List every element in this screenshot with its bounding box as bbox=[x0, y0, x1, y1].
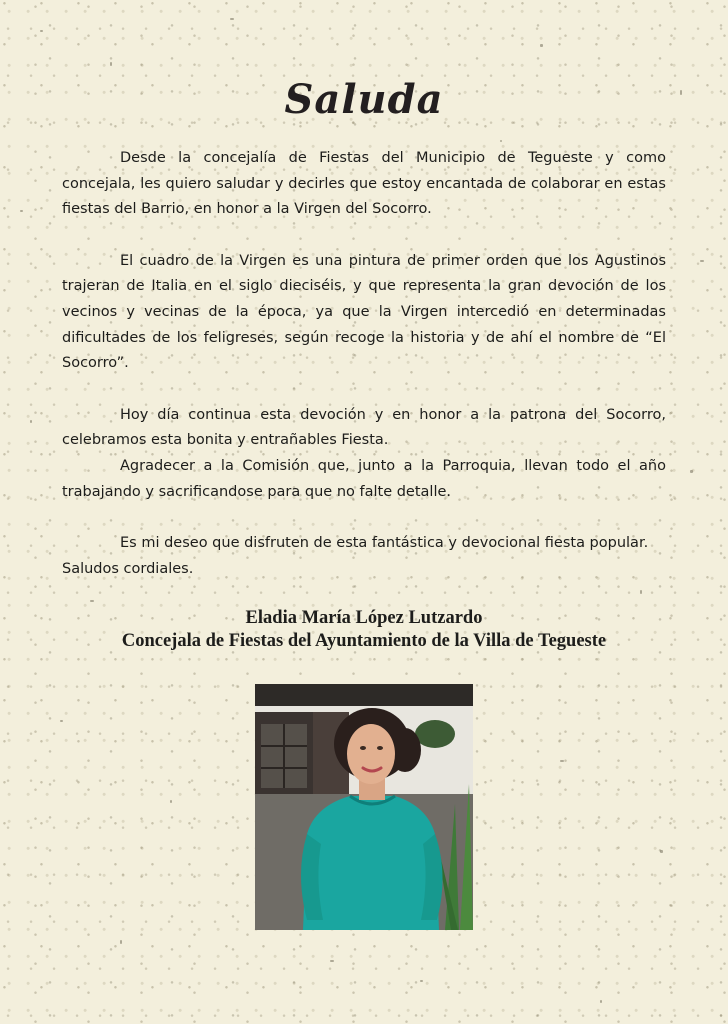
paper-speck bbox=[540, 44, 543, 47]
paper-speck bbox=[90, 600, 94, 602]
paper-speck bbox=[660, 850, 663, 853]
paragraph-greeting: Desde la concejalía de Fiestas del Municipio de Tegueste y como concejala, les quiero saludar y decirles que estoy encantada de colaborar en estas fiestas del Barrio, en honor a la Virgen del Socorro. bbox=[62, 150, 666, 218]
page-title: Saluda bbox=[284, 76, 444, 123]
letter-body bbox=[62, 146, 666, 582]
portrait-photo bbox=[255, 684, 473, 930]
signature-name: Eladia María López Lutzardo bbox=[245, 608, 483, 628]
paper-speck bbox=[420, 980, 423, 982]
signature-block bbox=[0, 607, 728, 653]
paper-speck bbox=[560, 760, 564, 762]
signature-position: Concejala de Fiestas del Ayuntamiento de la Villa de Tegueste bbox=[121, 631, 607, 651]
portrait-illustration bbox=[255, 684, 473, 930]
paragraph-devotion: Hoy día continua esta devoción y en honor a la patrona del Socorro, celebramos esta bonita y entrañables Fiesta. bbox=[62, 406, 666, 449]
paper-speck bbox=[500, 140, 502, 142]
paper-speck bbox=[700, 260, 704, 262]
paper-speck bbox=[170, 800, 172, 803]
paper-speck bbox=[60, 720, 63, 722]
paper-speck bbox=[330, 960, 334, 962]
paper-speck bbox=[40, 30, 43, 32]
paper-speck bbox=[690, 470, 693, 473]
paper-speck bbox=[110, 62, 112, 66]
paper-speck bbox=[600, 1000, 602, 1003]
paragraph-closing: Saludos cordiales. bbox=[62, 560, 194, 577]
paper-speck bbox=[640, 590, 642, 594]
paper-speck bbox=[120, 940, 122, 944]
paper-speck bbox=[20, 210, 23, 212]
paper-speck bbox=[30, 420, 32, 423]
paragraph-history: El cuadro de la Virgen es una pintura de primer orden que los Agustinos trajeran de Italia en el siglo dieciséis, y que representa la gran devoción de los vecinos y vecinas de la época, ya que la Virgen intercedió en determinadas dificultades de los feligreses, según recoge la historia y de ahí el nombre de “El Socorro”. bbox=[62, 252, 666, 372]
paper-speck bbox=[230, 18, 234, 20]
paragraph-thanks: Agradecer a la Comisión que, junto a la Parroquia, llevan todo el año trabajando y sacrificandose para que no falte detalle. bbox=[62, 457, 666, 500]
paragraph-wishes: Es mi deseo que disfruten de esta fantástica y devocional fiesta popular. bbox=[120, 535, 649, 552]
